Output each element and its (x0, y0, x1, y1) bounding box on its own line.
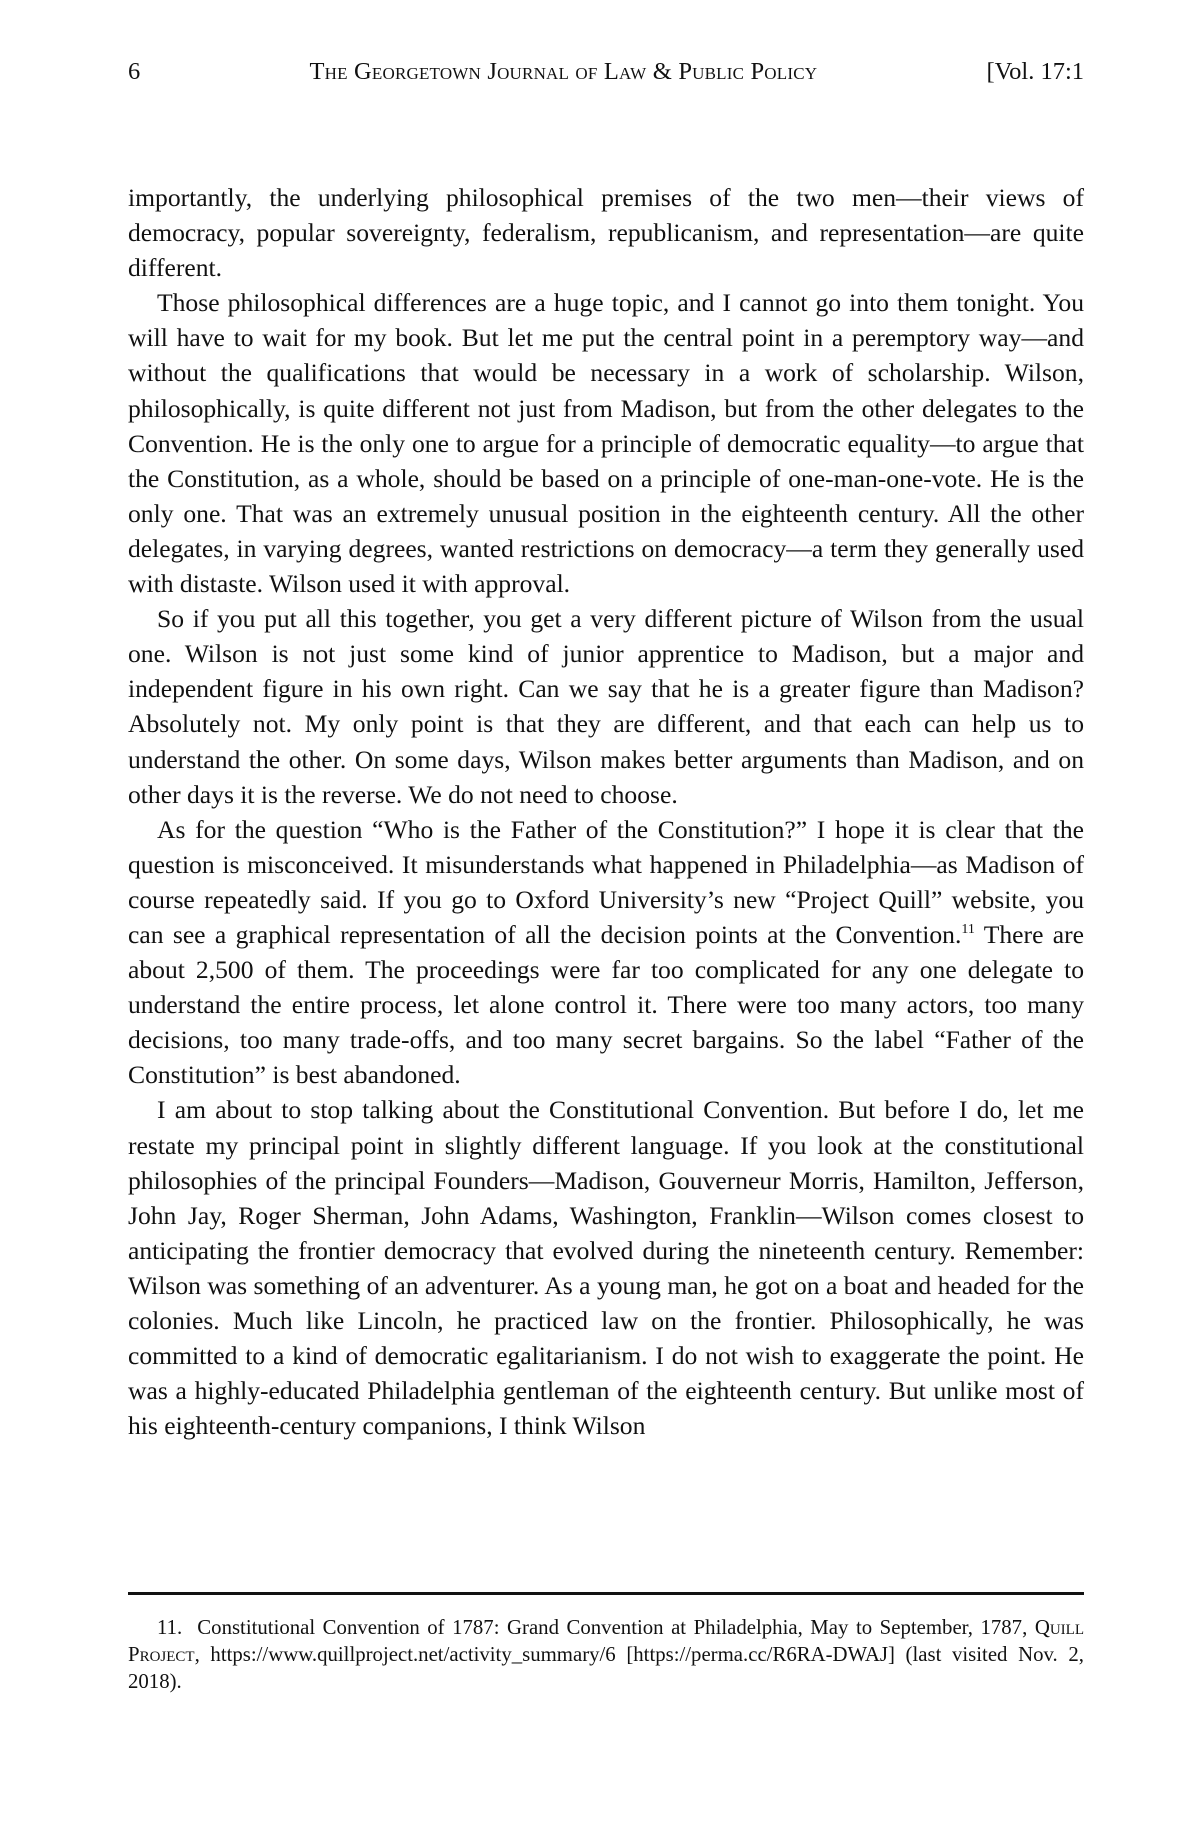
footnotes (128, 1614, 1084, 1695)
page-number: 6 (128, 58, 141, 85)
paragraph-4-text-before-note: As for the question “Who is the Father of the Constitution?” I hope it is clear that the question is misconceived. It misunderstands what happened in Philadelphia—as Madison of course repeatedly said. If you go to Oxford University’s new “Project Quill” website, you can see a graphical representation of all the decision points at the Convention. (128, 814, 1084, 949)
body-text (128, 180, 1084, 1443)
volume-label: [Vol. 17:1 (986, 58, 1084, 85)
paragraph-5: I am about to stop talking about the Constitutional Convention. But before I do, let me restate my principal point in slightly different language. If you look at the constitutional philosophies of the principal Founders—Madison, Gouverneur Morris, Hamilton, Jefferson, John Jay, Roger Sherman, John Adams, Washington, Franklin—Wilson comes closest to anticipating the frontier democracy that evolved during the nineteenth century. Remember: Wilson was something of an adventurer. As a young man, he got on a boat and headed for the colonies. Much like Lincoln, he practiced law on the frontier. Philosophically, he was committed to a kind of democratic egalitarianism. I do not wish to exaggerate the point. He was a highly-educated Philadelphia gentleman of the eighteenth century. But unlike most of his eighteenth-century companions, I think Wilson (128, 1095, 1084, 1441)
paragraph-2: Those philosophical differences are a huge topic, and I cannot go into them tonight. You will have to wait for my book. But let me put the central point in a peremptory way—and without the qualifications that would be necessary in a work of scholarship. Wilson, philosophically, is quite different not just from Madison, but from the other delegates to the Convention. He is the only one to argue for a principle of democratic equality—to argue that the Constitution, as a whole, should be based on a principle of one-man-one-vote. He is the only one. That was an extremely unusual position in the eighteenth century. All the other delegates, in varying degrees, wanted restrictions on democracy—a term they generally used with distaste. Wilson used it with approval. (128, 288, 1084, 599)
footnote-text: Constitutional Convention of 1787: Grand Convention at Philadelphia, May to September, 1787, (197, 1616, 1028, 1639)
journal-title: The Georgetown Journal of Law & Public Policy (309, 58, 818, 85)
footnote-number: 11. (157, 1616, 183, 1639)
footnote-source: Quill Project (128, 1616, 1084, 1666)
paragraph-4-text-after-note: There are about 2,500 of them. The proceedings were far too complicated for any one delegate to understand the entire process, let alone control it. There were too many actors, too many decisions, too many trade-offs, and too many secret bargains. So the label “Father of the Constitution” is best abandoned. (128, 919, 1085, 1090)
footnote-citation-link[interactable]: , https://www.quillproject.net/activity_summary/6 [https://perma.cc/R6RA-DWAJ] (last visited Nov. 2, 2018). (128, 1643, 1084, 1693)
running-head (128, 50, 1084, 94)
paragraph-4 (128, 812, 1084, 1093)
footnote-11 (128, 1614, 1084, 1695)
paragraph-1: importantly, the underlying philosophical premises of the two men—their views of democracy, popular sovereignty, federalism, republicanism, and representation—are quite different. (128, 183, 1084, 283)
paragraph-3: So if you put all this together, you get a very different picture of Wilson from the usual one. Wilson is not just some kind of junior apprentice to Madison, but a major and independent figure in his own right. Can we say that he is a greater figure than Madison? Absolutely not. My only point is that they are different, and that each can help us to understand the other. On some days, Wilson makes better arguments than Madison, and on other days it is the reverse. We do not need to choose. (128, 604, 1084, 809)
footnote-reference-11[interactable]: 11 (961, 921, 975, 937)
footnote-divider (128, 1592, 1084, 1595)
page (128, 50, 1085, 1693)
